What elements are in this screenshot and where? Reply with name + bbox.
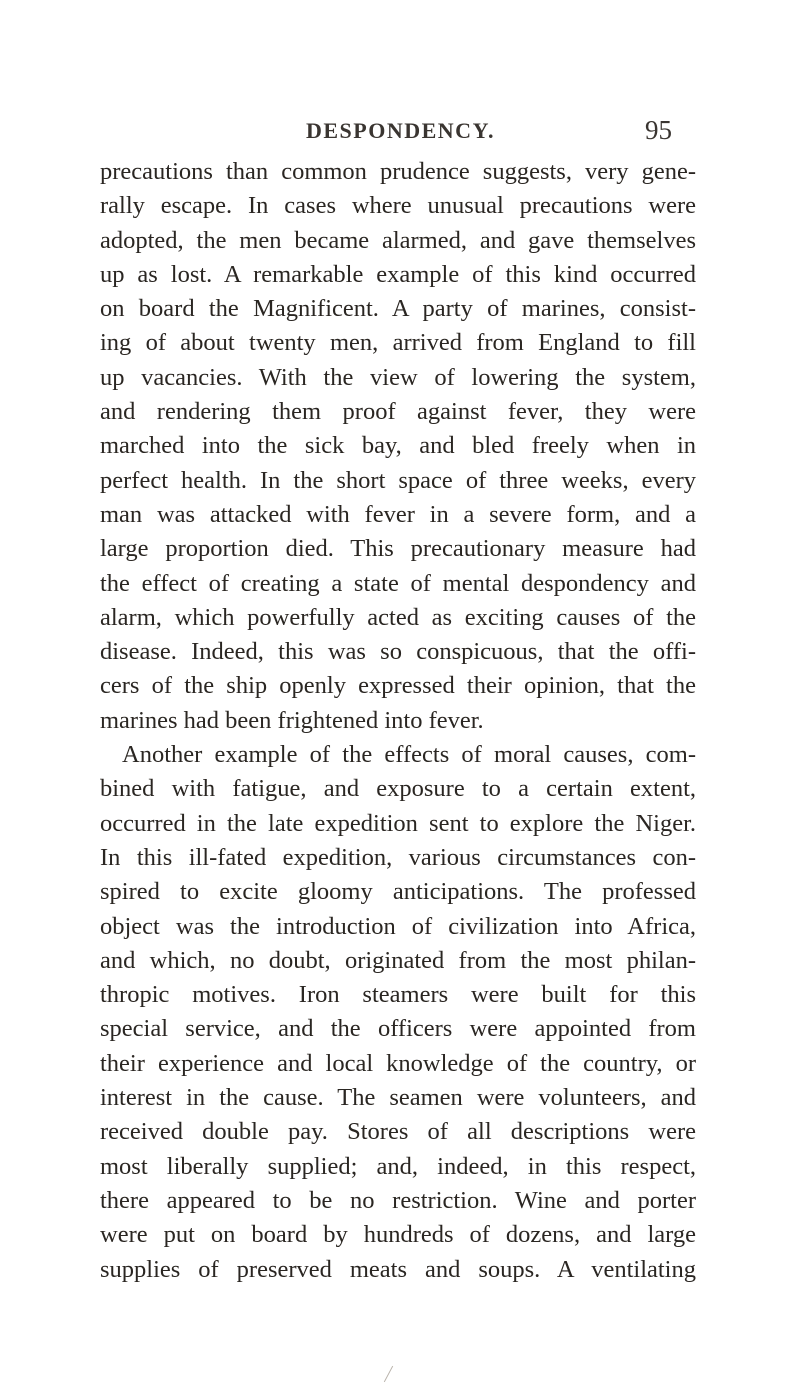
text-line: their experience and local knowledge of the country, or [100,1049,696,1077]
page-number: 95 [645,115,672,145]
text-line: spired to excite gloomy anticipations. The professed [100,878,696,906]
text-line: the effect of creating a state of mental despondency and [100,569,696,597]
text-line: alarm, which powerfully acted as exciting causes of the [100,603,696,631]
text-line: special service, and the officers were appointed from [100,1015,696,1043]
text-line: received double pay. Stores of all descriptions were [100,1118,696,1146]
text-line: and which, no doubt, originated from the most philan- [100,946,696,974]
text-line: adopted, the men became alarmed, and gave themselves [100,226,696,254]
running-title: DESPONDENCY. [306,118,495,143]
text-line: up vacancies. With the view of lowering the system, [100,363,696,391]
text-line: up as lost. A remarkable example of this kind occurred [100,260,696,288]
stray-pencil-mark [384,1366,393,1382]
text-line: interest in the cause. The seamen were volunteers, and [100,1084,696,1112]
text-line: thropic motives. Iron steamers were built for this [100,981,696,1009]
text-line: man was attacked with fever in a severe form, and a [100,500,696,528]
text-line: large proportion died. This precautionary measure had [100,535,696,563]
text-line: most liberally supplied; and, indeed, in this respect, [100,1152,696,1180]
body-text [100,155,696,1287]
text-line: precautions than common prudence suggests, very gene- [100,158,696,185]
text-line: perfect health. In the short space of three weeks, every [100,466,696,494]
paragraph-end-line: marines had been frightened into fever. [100,706,484,734]
text-line: object was the introduction of civilization into Africa, [100,912,696,940]
text-line: were put on board by hundreds of dozens, and large [100,1221,696,1249]
text-line: rally escape. In cases where unusual precautions were [100,192,696,220]
text-line: supplies of preserved meats and soups. A ventilating [100,1255,696,1283]
text-line: bined with fatigue, and exposure to a certain extent, [100,775,696,803]
text-line: disease. Indeed, this was so conspicuous, that the offi- [100,638,696,666]
text-line: marched into the sick bay, and bled freely when in [100,432,696,460]
text-line: there appeared to be no restriction. Wine and porter [100,1186,696,1214]
text-line: ing of about twenty men, arrived from England to fill [100,329,696,357]
text-line: In this ill-fated expedition, various circumstances con- [100,843,696,871]
text-line: and rendering them proof against fever, they were [100,398,696,426]
text-line: on board the Magnificent. A party of marines, consist- [100,295,696,323]
text-line: occurred in the late expedition sent to explore the Niger. [100,809,696,837]
text-line: cers of the ship openly expressed their opinion, that the [100,672,696,700]
paragraph-start-line: Another example of the effects of moral causes, com- [122,741,696,769]
running-head [0,115,801,148]
